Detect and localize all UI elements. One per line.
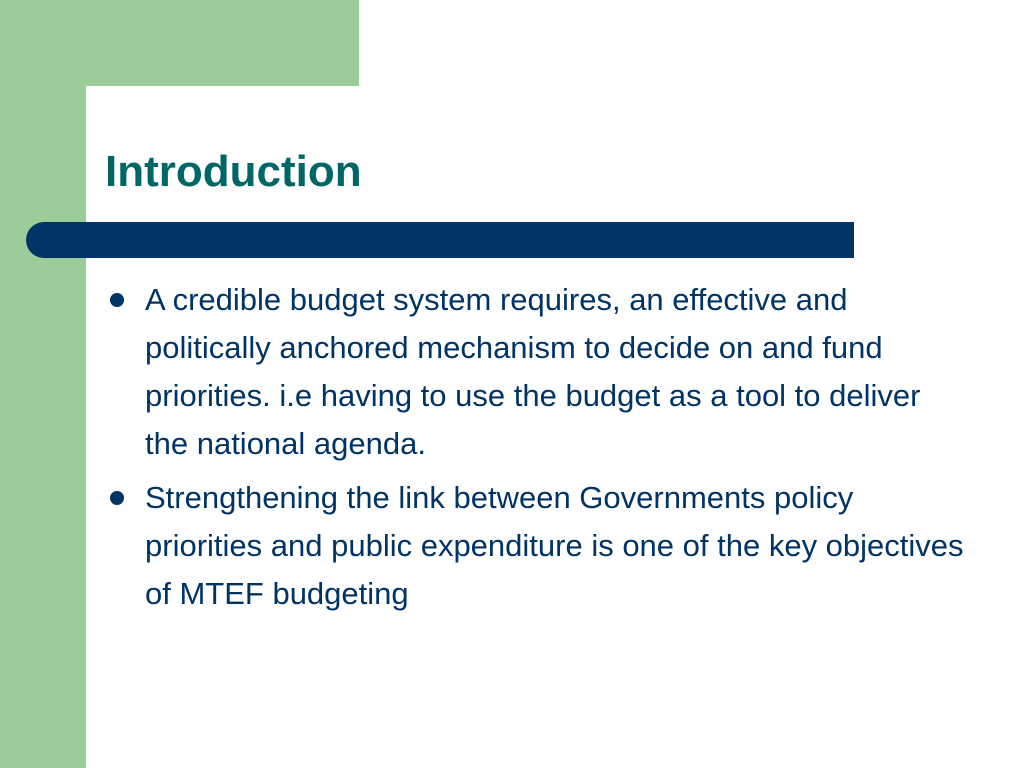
bullet-icon <box>110 293 124 307</box>
bullet-icon <box>110 491 124 505</box>
decorative-green-block <box>0 0 359 86</box>
bullet-list <box>105 276 965 624</box>
title-underline-bar <box>26 222 854 258</box>
bullet-item <box>105 474 965 618</box>
decorative-green-strip <box>0 0 86 768</box>
bullet-text: A credible budget system requires, an effective and politically anchored mechanism to decide on and fund priorities. i.e having to use the budget as a tool to deliver the national agenda. <box>145 282 921 461</box>
bullet-item <box>105 276 965 468</box>
slide-title: Introduction <box>105 147 362 196</box>
bullet-text: Strengthening the link between Governments policy priorities and public expenditure is one of the key objectives of MTEF budgeting <box>145 480 964 611</box>
